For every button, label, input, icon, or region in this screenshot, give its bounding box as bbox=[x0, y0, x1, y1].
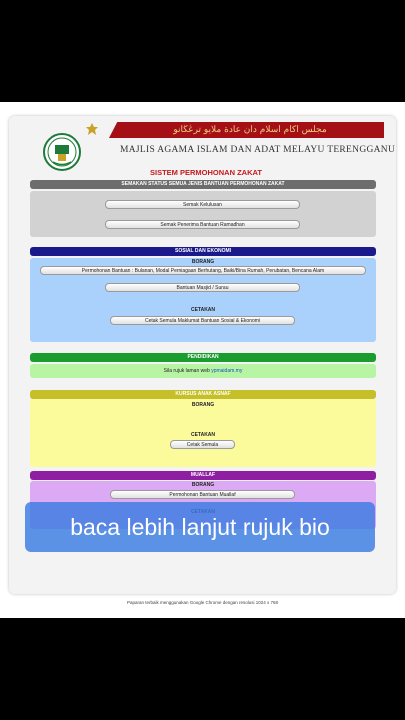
kursus-borang-label: BORANG bbox=[191, 402, 215, 408]
pendidikan-info: Sila rujuk laman web bbox=[163, 368, 210, 374]
semak-kelulusan-button[interactable]: Semak Kelulusan bbox=[105, 200, 300, 209]
sosial-body bbox=[30, 258, 376, 342]
ypmaidam-link[interactable]: ypmaidam.my bbox=[211, 368, 243, 374]
bantuan-masjid-surau-button[interactable]: Bantuan Masjid / Surau bbox=[105, 283, 300, 292]
page-footer: Paparan terbaik menggunakan Google Chrome dengan resolusi 1024 x 768 bbox=[126, 600, 279, 605]
permohonan-bantuan-button[interactable]: Permohonan Bantuan : Bulanan, Modal Perniagaan Berhutang, Baiki/Bina Rumah, Perubatan, Bencana Alam bbox=[40, 266, 366, 275]
semakan-body bbox=[30, 191, 376, 237]
pendidikan-body bbox=[30, 364, 376, 378]
semakan-header: SEMAKAN STATUS SEMUA JENIS BANTUAN PERMOHONAN ZAKAT bbox=[30, 180, 376, 189]
sosial-borang-label: BORANG bbox=[191, 259, 215, 265]
kursus-body bbox=[30, 399, 376, 467]
sosial-header: SOSIAL DAN EKONOMI bbox=[30, 247, 376, 256]
cetak-semula-sosial-button[interactable]: Cetak Semula Maklumat Bantuan Sosial & Ekonomi bbox=[110, 316, 295, 325]
pendidikan-header: PENDIDIKAN bbox=[30, 353, 376, 362]
kursus-section bbox=[30, 390, 376, 467]
caption-overlay bbox=[25, 502, 375, 552]
permohonan-muallaf-button[interactable]: Permohonan Bantuan Muallaf bbox=[110, 490, 295, 499]
kursus-cetakan-label: CETAKAN bbox=[190, 432, 216, 438]
pendidikan-text bbox=[30, 368, 376, 374]
semakan-section bbox=[30, 180, 376, 237]
muallaf-borang-label: BORANG bbox=[191, 482, 215, 488]
sosial-section bbox=[30, 247, 376, 342]
caption-text: baca lebih lanjut rujuk bio bbox=[70, 514, 330, 540]
cetak-semula-kursus-button[interactable]: Cetak Semula bbox=[170, 440, 235, 449]
system-title: SISTEM PERMOHONAN ZAKAT bbox=[150, 168, 262, 177]
maidam-logo-icon bbox=[41, 132, 83, 172]
semak-penerima-ramadhan-button[interactable]: Semak Penerima Bantuan Ramadhan bbox=[105, 220, 300, 229]
crest-icon bbox=[85, 122, 99, 136]
muallaf-header: MUALLAF bbox=[30, 471, 376, 480]
pendidikan-section bbox=[30, 353, 376, 378]
sosial-cetakan-label: CETAKAN bbox=[190, 307, 216, 313]
org-name: MAJLIS AGAMA ISLAM DAN ADAT MELAYU TERENGGANU bbox=[120, 145, 396, 155]
kursus-header: KURSUS ANAK ASNAF bbox=[30, 390, 376, 399]
jawi-calligraphy: مجلس اكام اسلام دان عادة ملايو ترڠڬانو bbox=[173, 125, 327, 135]
